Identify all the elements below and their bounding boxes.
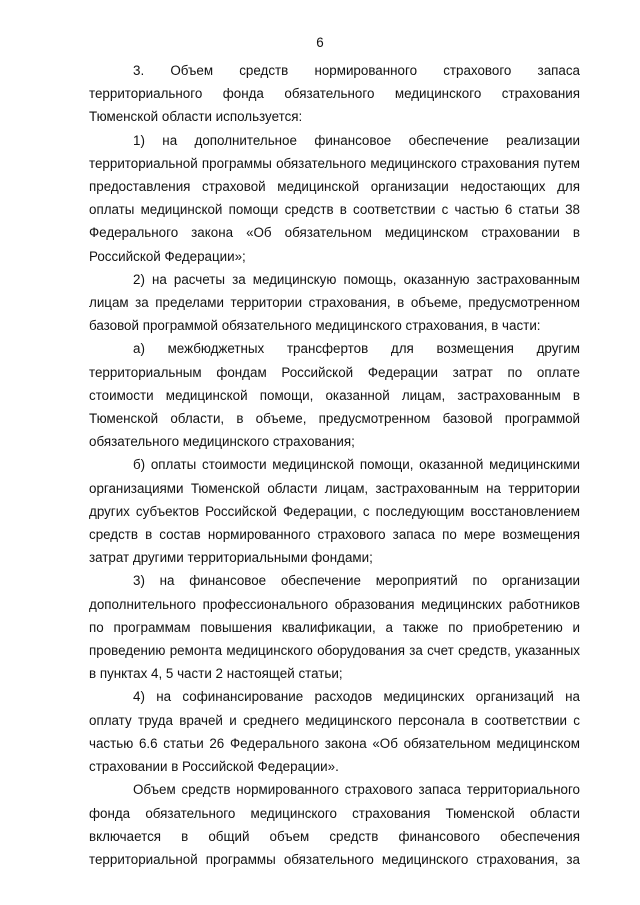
subparagraph-2b: б) оплаты стоимости медицинской помощи, оказанной медицинскими организациями Тюменской области лицам, застрахованным на территории других субъектов Российской Федерации, с последующим восстановлением средств в состав нормированного страхового запаса по мере возмещения затрат другими территориальными фондами; (89, 457, 580, 566)
subparagraph-1: 1) на дополнительное финансовое обеспечение реализации территориальной программы обязательного медицинского страхования путем предоставления страховой медицинской организации недостающих для оплаты медицинской помощи средств в соответствии с частью 6 статьи 38 Федерального закона «Об обязательном медицинском страховании в Российской Федерации»; (89, 132, 580, 264)
subparagraph-4: 4) на софинансирование расходов медицинских организаций на оплату труда врачей и среднего медицинского персонала в соответствии с частью 6.6 статьи 26 Федерального закона «Об обязательном медицинском страховании в Российской Федерации». (89, 689, 580, 775)
closing-paragraph: Объем средств нормированного страхового запаса территориального фонда обязательного медицинского страхования Тюменской области включается в общий объем средств финансового обеспечения территориальной программы обязательного медицинского страхования, за (89, 782, 580, 867)
page-number: 6 (316, 35, 324, 50)
subparagraph-2: 2) на расчеты за медицинскую помощь, оказанную застрахованным лицам за пределами территории страхования, в объеме, предусмотренном базовой программой обязательного медицинского страхования, в части: (89, 271, 580, 334)
paragraph-item-3: 3. Объем средств нормированного страхового запаса территориального фонда обязательного медицинского страхования Тюменской области используется: (89, 63, 580, 125)
subparagraph-2a: а) межбюджетных трансфертов для возмещения другим территориальным фондам Российской Федерации затрат по оплате стоимости медицинской помощи, оказанной лицам, застрахованным в Тюменской области, в объеме, предусмотренном базовой программой обязательного медицинского страхования; (89, 341, 580, 450)
document-body (89, 59, 580, 871)
subparagraph-3: 3) на финансовое обеспечение мероприятий по организации дополнительного профессионального образования медицинских работников по программам повышения квалификации, а также по приобретению и проведению ремонта медицинского оборудования за счет средств, указанных в пунктах 4, 5 части 2 настоящей статьи; (89, 573, 580, 682)
